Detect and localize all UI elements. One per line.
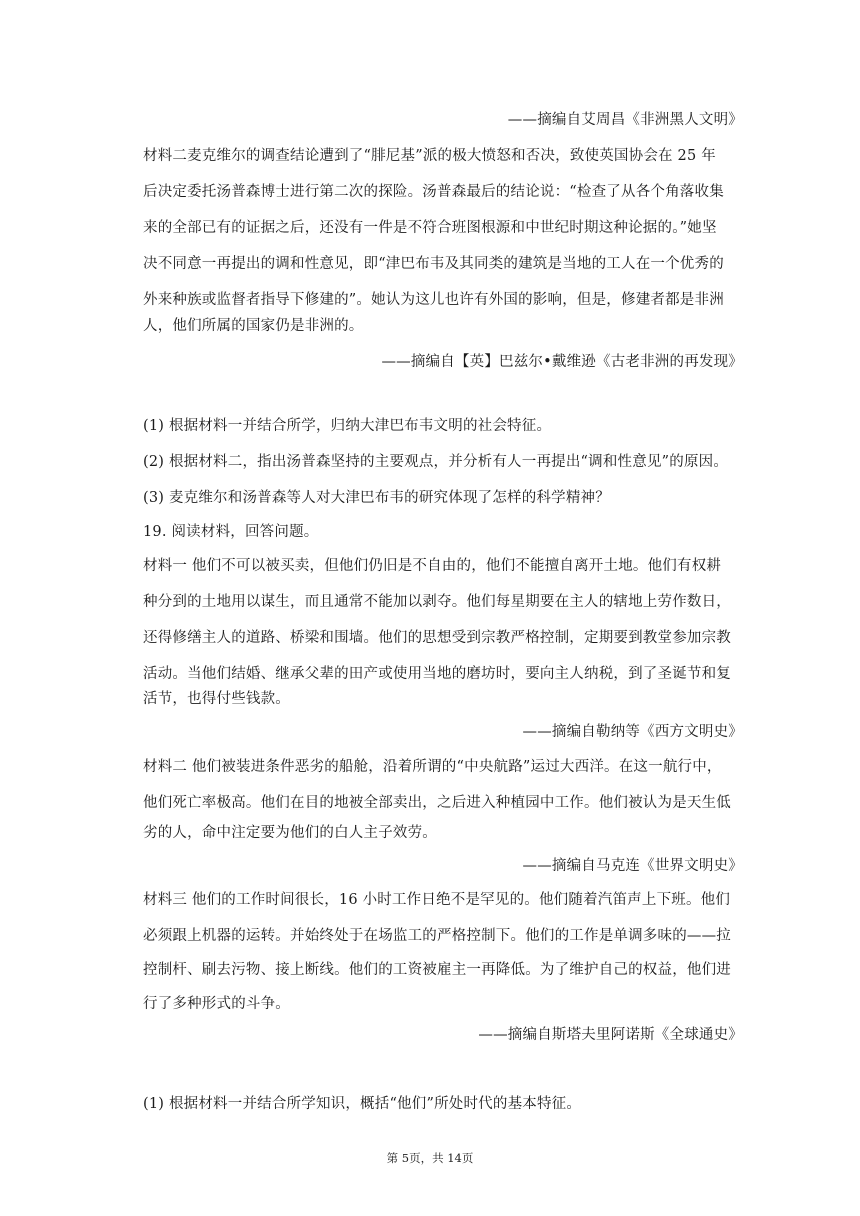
source-citation-3: ——摘编自勒纳等《西方文明史》 (522, 724, 743, 740)
paragraph-line: 来的全部已有的证据之后，还没有一件是不符合班图根源和中世纪时期这种论据的。”她坚 (143, 220, 717, 236)
paragraph-line: 劣的人，命中注定要为他们的白人主子效劳。 (143, 825, 437, 841)
paragraph-line: 行了多种形式的斗争。 (143, 996, 290, 1012)
question-1: (1) 根据材料一并结合所学，归纳大津巴布韦文明的社会特征。 (143, 418, 552, 434)
source-citation-5: ——摘编自斯塔夫里阿诺斯《全球通史》 (478, 1027, 743, 1043)
question-19-1: (1) 根据材料一并结合所学知识，概括“他们”所处时代的基本特征。 (143, 1096, 582, 1112)
paragraph-line: 材料三 他们的工作时间很长，16 小时工作日绝不是罕见的。他们随着汽笛声上下班。他们 (143, 892, 731, 908)
paragraph-line: 活动。当他们结婚、继承父辈的田产或使用当地的磨坊时，要向主人纳税，到了圣诞节和复 (143, 666, 731, 682)
paragraph-line: 后决定委托汤普森博士进行第二次的探险。汤普森最后的结论说：“检查了从各个角落收集 (143, 184, 724, 200)
paragraph-line: 还得修缮主人的道路、桥梁和围墙。他们的思想受到宗教严格控制，定期要到教堂参加宗教 (143, 630, 731, 646)
paragraph-line: 材料一 他们不可以被买卖，但他们仍旧是不自由的，他们不能擅自离开土地。他们有权耕 (143, 558, 722, 574)
question-2: (2) 根据材料二，指出汤普森坚持的主要观点，并分析有人一再提出“调和性意见”的原因。 (143, 454, 729, 470)
paragraph-line: 种分到的土地用以谋生，而且通常不能加以剥夺。他们每星期要在主人的辖地上劳作数日， (143, 594, 731, 610)
question-heading-19: 19. 阅读材料，回答问题。 (143, 524, 319, 540)
paragraph-line: 材料二 他们被装进条件恶劣的船舱，沿着所谓的“中央航路”运过大西洋。在这一航行中， (143, 759, 722, 775)
paragraph-line: 控制杆、刷去污物、接上断线。他们的工资被雇主一再降低。为了维护自己的权益，他们进 (143, 962, 731, 978)
paragraph-line: 他们死亡率极高。他们在目的地被全部卖出，之后进入种植园中工作。他们被认为是天生低 (143, 795, 731, 811)
source-citation-4: ——摘编自马克连《世界文明史》 (522, 858, 743, 874)
paragraph-line: 必须跟上机器的运转。并始终处于在场监工的严格控制下。他们的工作是单调多味的——拉 (143, 928, 731, 944)
source-citation-1: ——摘编自艾周昌《非洲黑人文明》 (507, 112, 743, 128)
paragraph-line: 活节，也得付些钱款。 (143, 691, 290, 707)
paragraph-line: 人，他们所属的国家仍是非洲的。 (143, 318, 364, 334)
paragraph-line: 外来种族或监督者指导下修建的”。她认为这儿也许有外国的影响，但是，修建者都是非洲 (143, 292, 724, 308)
paragraph-line: 材料二麦克维尔的调查结论遭到了“腓尼基”派的极大愤怒和否决，致使英国协会在 25 年 (143, 148, 716, 164)
source-citation-2: ——摘编自【英】巴兹尔•戴维逊《古老非洲的再发现》 (381, 354, 743, 370)
question-3: (3) 麦克维尔和汤普森等人对大津巴布韦的研究体现了怎样的科学精神？ (143, 490, 610, 506)
paragraph-line: 决不同意一再提出的调和性意见，即“津巴布韦及其同类的建筑是当地的工人在一个优秀的 (143, 256, 724, 272)
page-footer: 第 5页，共 14页 (386, 1151, 474, 1165)
